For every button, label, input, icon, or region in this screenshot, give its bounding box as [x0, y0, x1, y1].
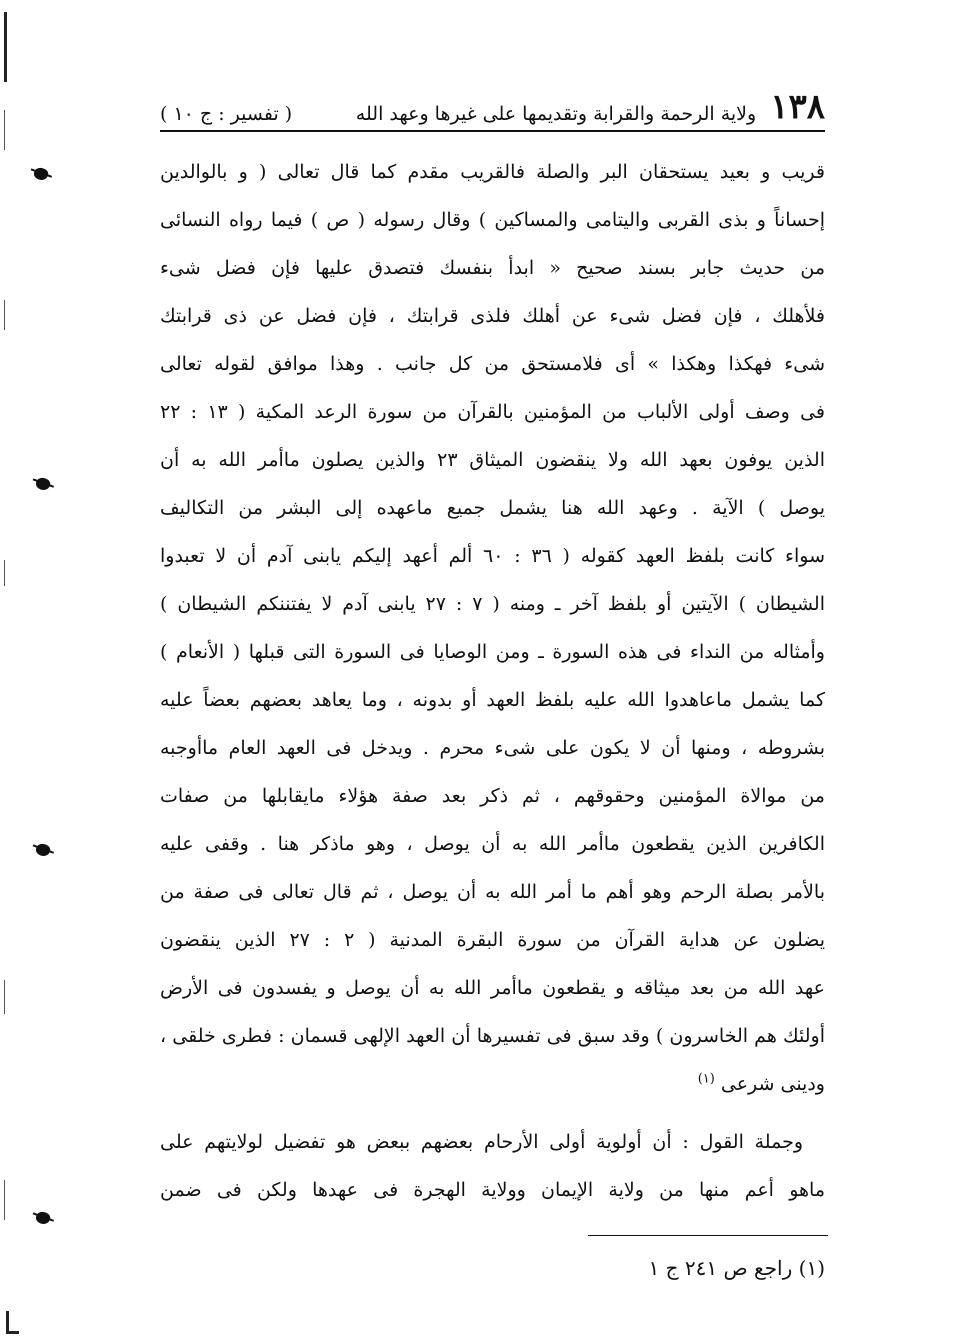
page-number: ١٣٨ [770, 87, 825, 127]
text-line: سواء كانت بلفظ العهد كقوله ( ٣٦ : ٦٠ ألم أعهد إليكم يابنى آدم أن لا تعبدوا [160, 545, 825, 567]
scan-edge-dash [4, 980, 5, 1014]
text-line: بشروطه ، ومنها أن لا يكون على شىء محرم . ويدخل فى العهد العام ماأوجبه [160, 737, 825, 759]
text-line: شىء فهكذا وهكذا » أى فلامستحق من كل جانب . وهذا موافق لقوله تعالى [160, 353, 825, 375]
text-line-paragraph-start: وجملة القول : أن أولوية أولى الأرحام بعضهم ببعض هو تفضيل لولايتهم على [160, 1131, 803, 1153]
binding-hole-speck [34, 476, 51, 492]
text-line: إحساناً و بذى القربى واليتامى والمساكين ) وقال رسوله ( ص ) فيما رواه النسائى [160, 209, 825, 231]
text-line: فلأهلك ، فإن فضل شىء عن أهلك فلذى قرابتك ، فإن فضل عن ذى قرابتك [160, 305, 825, 327]
binding-hole-speck [34, 842, 51, 858]
text-line: وأمثاله من النداء فى هذه السورة ـ ومن الوصايا فى السورة التى قبلها ( الأنعام ) [160, 641, 825, 663]
text-line: من حديث جابر بسند صحيح « ابدأ بنفسك فتصدق عليها فإن فضل شىء [160, 257, 825, 279]
scan-edge-dash [4, 300, 5, 330]
scan-edge-dash [4, 1180, 5, 1220]
text-line: من موالاة المؤمنين وحقوقهم ، ثم ذكر بعد صفة هؤلاء مايقابلها من صفات [160, 785, 825, 807]
scan-edge-mark [4, 12, 7, 82]
binding-hole-speck [32, 166, 49, 182]
text-line: بالأمر بصلة الرحم وهو أهم ما أمر الله به أن يوصل ، ثم قال تعالى فى صفة من [160, 881, 825, 903]
running-title: ولاية الرحمة والقرابة وتقديمها على غيرها وعهد الله [355, 103, 757, 125]
text-line: أولئك هم الخاسرون ) وقد سبق فى تفسيرها أن العهد الإلهى قسمان : فطرى خلقى ، [160, 1025, 825, 1047]
text-line: عهد الله من بعد ميثاقه و يقطعون ماأمر الله به أن يوصل و يفسدون فى الأرض [160, 977, 825, 999]
text-line: قريب و بعيد يستحقان البر والصلة فالقريب مقدم كما قال تعالى ( و بالوالدين [160, 161, 825, 183]
footnote: (١) راجع ص ٢٤١ ج ١ [648, 1256, 825, 1280]
footnote-separator [588, 1235, 828, 1236]
text-line: فى وصف أولى الألباب من المؤمنين بالقرآن من سورة الرعد المكية ( ١٣ : ٢٢ [160, 401, 825, 423]
running-header [160, 88, 825, 132]
text-line: الشيطان ) الآيتين أو بلفظ آخر ـ ومنه ( ٧ : ٢٧ يابنى آدم لا يفتننكم الشيطان ) [160, 593, 825, 615]
footnote-marker: (١) [697, 1071, 715, 1087]
text-line: ماهو أعم منها من ولاية الإيمان وولاية الهجرة فى عهدها ولكن فى ضمن [160, 1179, 825, 1201]
text-line: الكافرين الذين يقطعون ماأمر الله به أن يوصل ، وهو ماذكر هنا . وقفى عليه [160, 833, 825, 855]
text-line-content: ودينى شرعى [720, 1073, 825, 1095]
scan-edge-dash [4, 560, 5, 586]
binding-hole-speck [34, 1210, 51, 1226]
text-line: يضلون عن هداية القرآن من سورة البقرة المدنية ( ٢ : ٢٧ الذين ينقضون [160, 929, 825, 951]
body-text [160, 148, 825, 1214]
running-reference: ( تفسير : ج ١٠ ) [160, 103, 293, 125]
text-line: كما يشمل ماعاهدوا الله عليه بلفظ العهد أو بدونه ، وما يعاهد بعضهم بعضاً عليه [160, 689, 825, 711]
text-line: يوصل ) الآية . وعهد الله هنا يشمل جميع ماعهده إلى البشر من التكاليف [160, 497, 825, 519]
scan-edge-dash [4, 110, 5, 150]
text-line-paragraph-end [160, 1060, 825, 1108]
text-line: الذين يوفون بعهد الله ولا ينقضون الميثاق ٢٣ والذين يصلون ماأمر الله به أن [160, 449, 825, 471]
scan-corner-mark [6, 1311, 19, 1334]
